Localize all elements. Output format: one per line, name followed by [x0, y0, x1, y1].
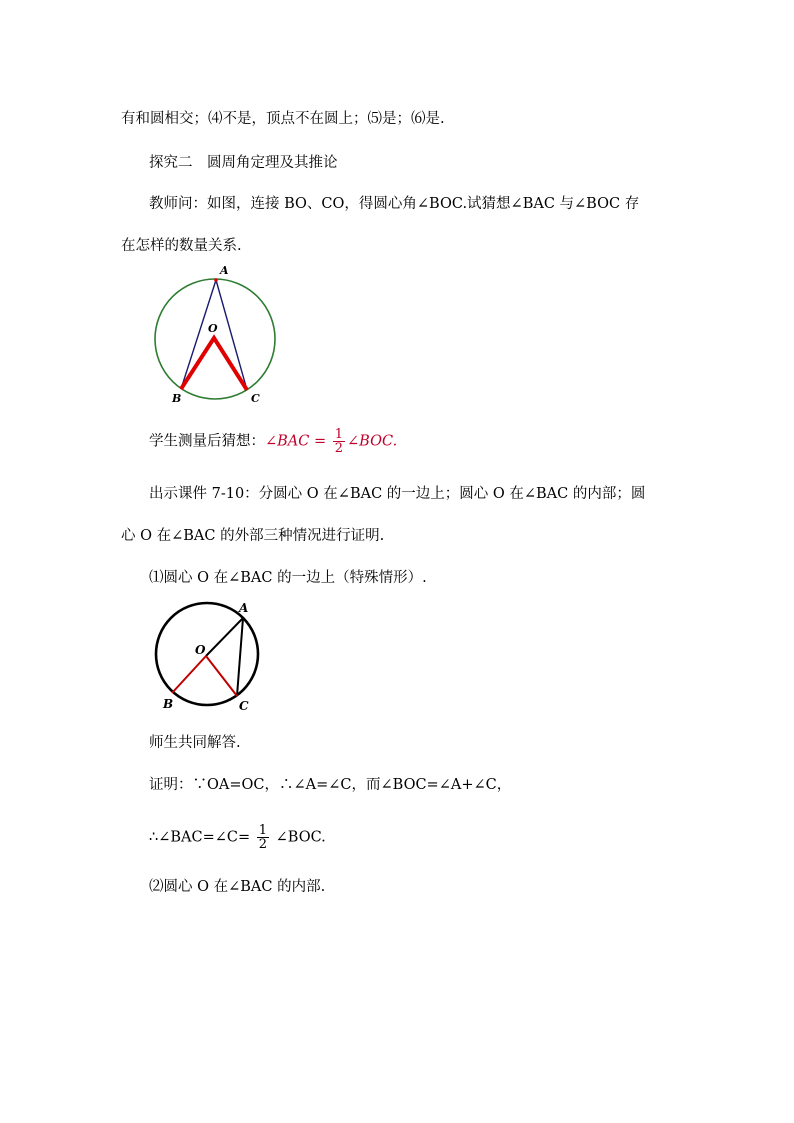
paragraph-1: 有和圆相交；⑷不是，顶点不在圆上；⑸是；⑹是. [121, 111, 445, 127]
paragraph-4-prefix: 学生测量后猜想： [149, 433, 265, 450]
case-1-heading: ⑴圆心 O 在∠BAC 的一边上（特殊情形）. [149, 570, 427, 586]
formula-denominator: 2 [334, 441, 344, 456]
proof-numerator: 1 [258, 823, 268, 838]
formula-numerator: 1 [334, 427, 344, 442]
proof-line-1: 证明：∵OA=OC，∴∠A=∠C，而∠BOC=∠A+∠C， [149, 777, 512, 793]
formula-fraction [333, 428, 345, 455]
proof-line-2 [149, 824, 326, 851]
figure-2-radius-oc [206, 656, 237, 696]
formula-rhs: ∠BOC. [347, 433, 398, 450]
figure-2-diagram [148, 597, 268, 717]
figure-1-label-a: A [220, 264, 229, 277]
proof-fraction [257, 824, 269, 851]
proof-line-2-lhs: ∴∠BAC=∠C= [149, 829, 251, 846]
figure-2-chord-ac [237, 618, 243, 696]
figure-1-chord-ac [216, 280, 247, 390]
figure-2-diameter [206, 618, 243, 656]
figure-2-label-b: B [163, 697, 174, 711]
proof-line-2-rhs: ∠BOC. [275, 829, 326, 846]
paragraph-5-line-2: 心 O 在∠BAC 的外部三种情况进行证明. [121, 528, 385, 544]
formula-lhs: ∠BAC = [265, 433, 327, 450]
proof-denominator: 2 [258, 837, 268, 852]
figure-1-point-a [214, 278, 218, 282]
paragraph-3-line-2: 在怎样的数量关系. [121, 238, 242, 254]
figure-2-label-a: A [239, 601, 249, 615]
figure-1-radii [181, 338, 247, 390]
figure-2-radius-ob [172, 656, 206, 693]
paragraph-7: 师生共同解答. [149, 735, 241, 751]
paragraph-5-line-1: 出示课件 7-10：分圆心 O 在∠BAC 的一边上；圆心 O 在∠BAC 的内部；圆 [149, 486, 646, 502]
paragraph-3-line-1: 教师问：如图，连接 BO、CO，得圆心角∠BOC.试猜想∠BAC 与∠BOC 存 [149, 196, 640, 212]
section-heading: 探究二 圆周角定理及其推论 [149, 155, 338, 171]
case-2-heading: ⑵圆心 O 在∠BAC 的内部. [149, 879, 326, 895]
figure-1-label-c: C [251, 392, 260, 405]
figure-1-label-b: B [172, 392, 182, 405]
figure-1-label-o: O [208, 322, 218, 335]
figure-1-diagram [145, 262, 285, 408]
figure-2-label-o: O [195, 643, 206, 657]
figure-2-label-c: C [239, 699, 249, 713]
paragraph-4 [149, 428, 397, 455]
